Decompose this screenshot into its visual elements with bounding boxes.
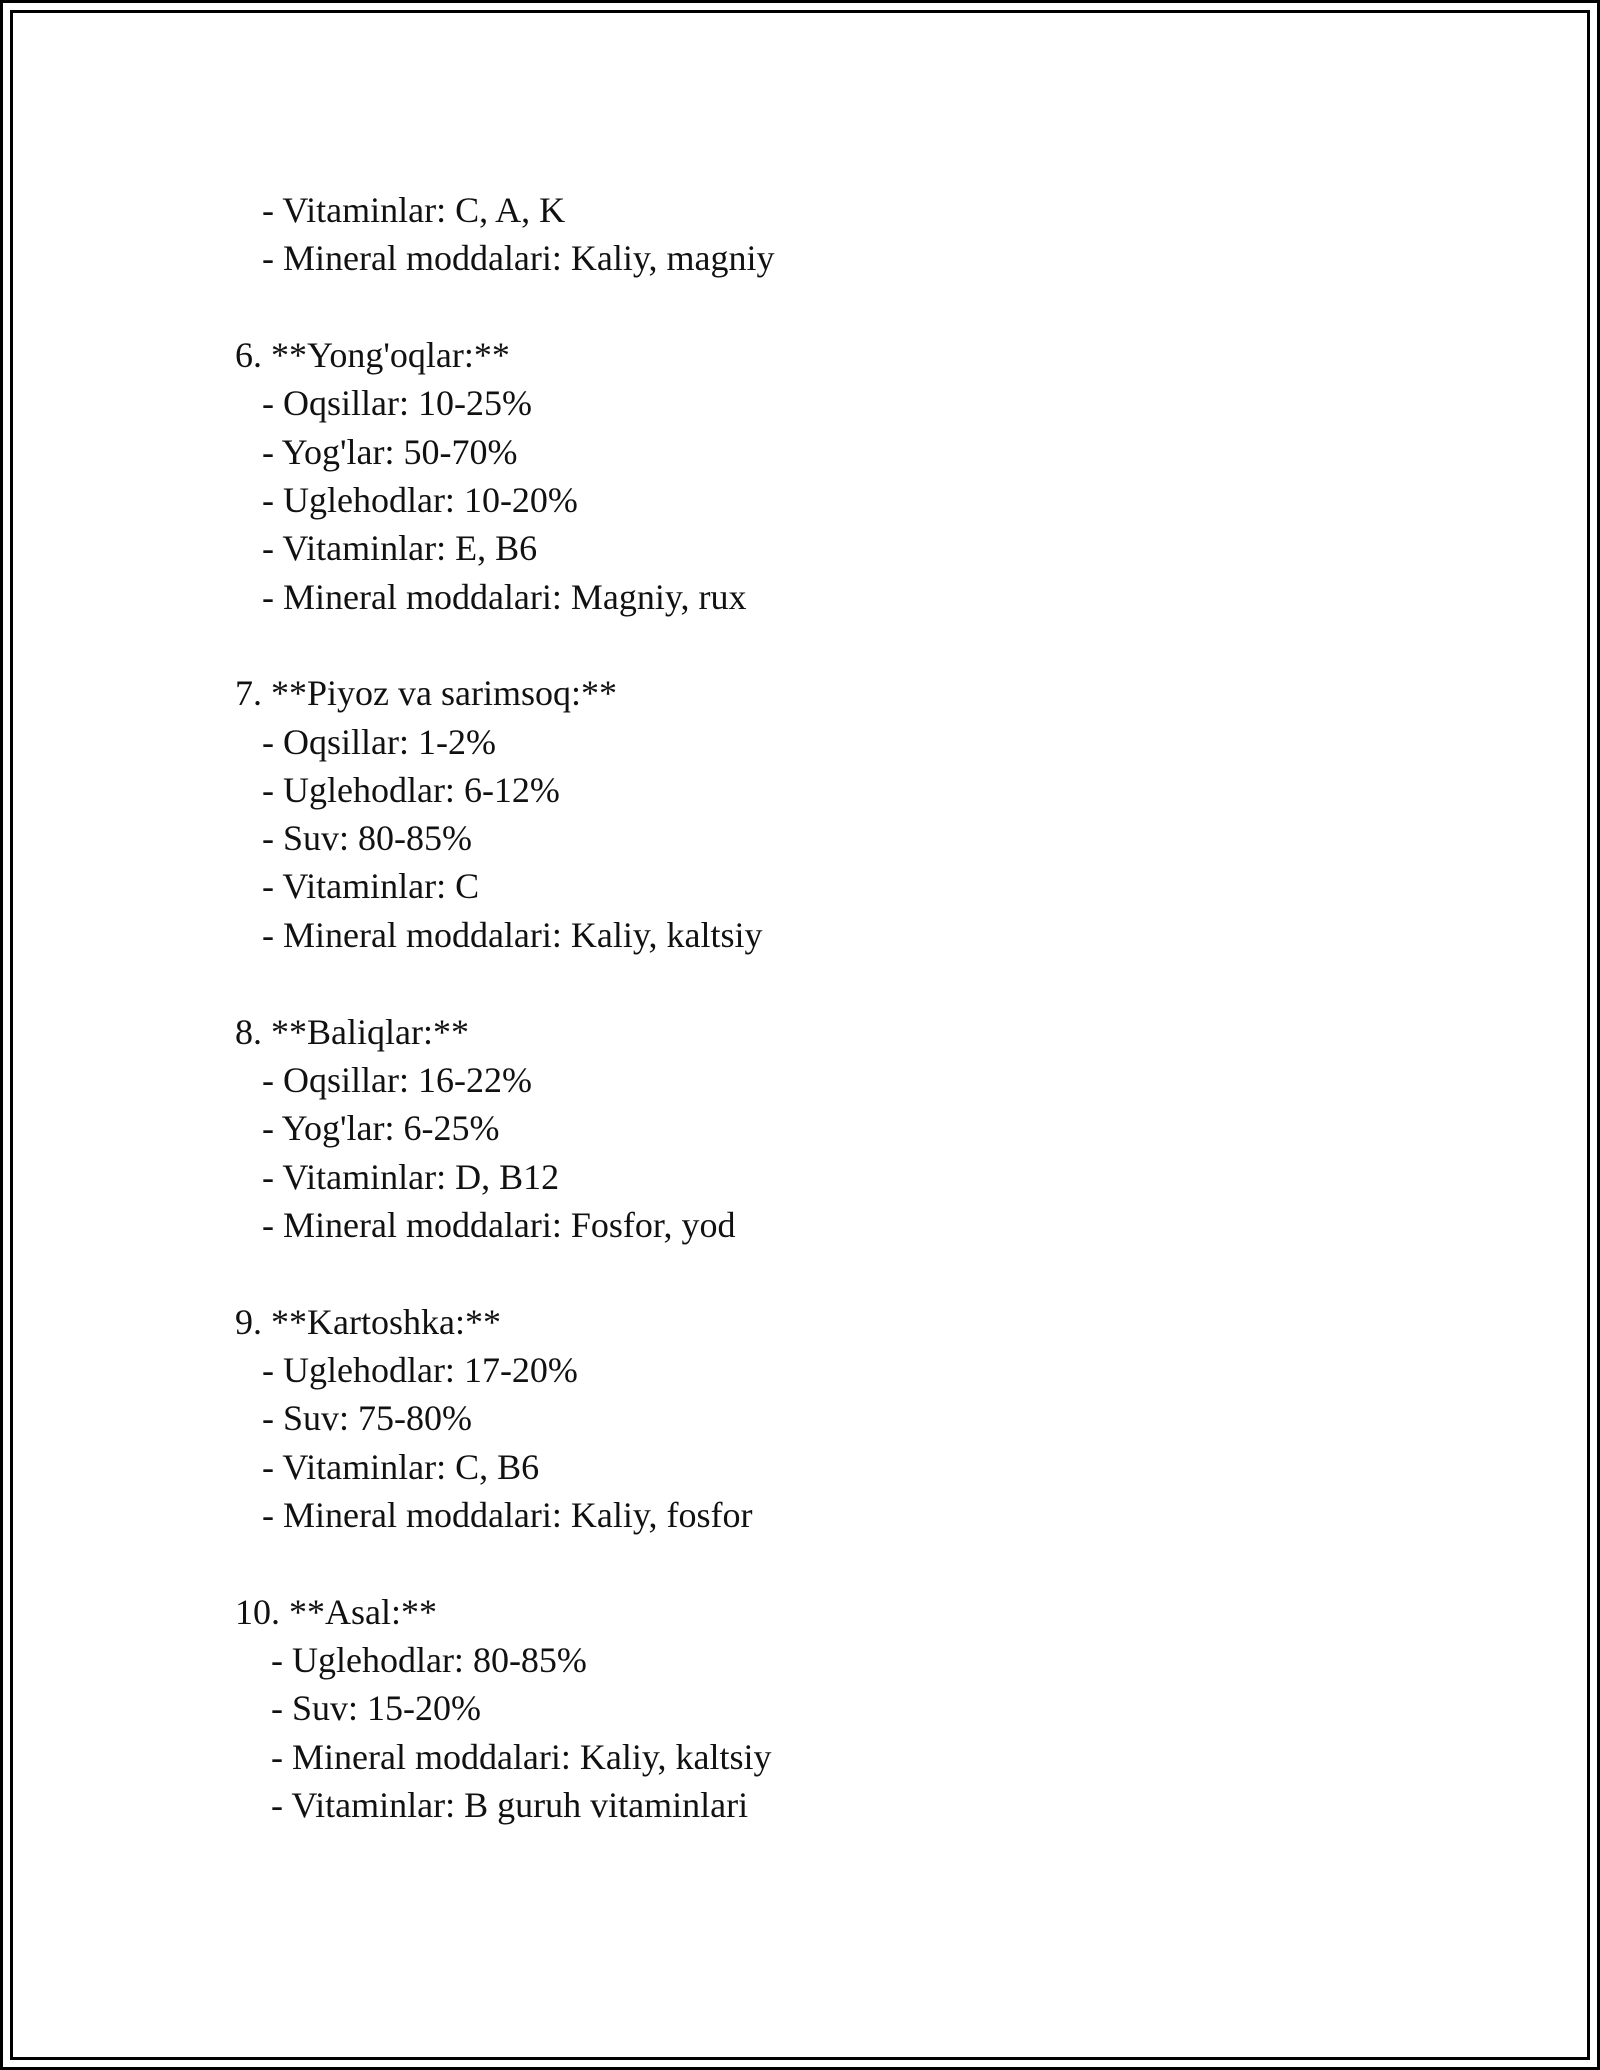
list-item: - Mineral moddalari: Kaliy, kaltsiy [271, 1737, 772, 1777]
list-item: - Vitaminlar: C [262, 866, 480, 906]
list-item: - Suv: 75-80% [262, 1398, 472, 1438]
list-item: - Mineral moddalari: Magniy, rux [262, 577, 747, 617]
list-item: - Uglehodlar: 17-20% [262, 1350, 578, 1390]
section-heading: 8. **Baliqlar:** [235, 1012, 469, 1052]
list-item: - Oqsillar: 10-25% [262, 383, 532, 423]
list-item: - Mineral moddalari: Fosfor, yod [262, 1205, 736, 1245]
list-item: - Uglehodlar: 6-12% [262, 770, 560, 810]
list-item: - Vitaminlar: C, A, K [262, 190, 566, 230]
list-item: - Yog'lar: 50-70% [262, 432, 518, 472]
list-item: - Uglehodlar: 10-20% [262, 480, 578, 520]
section-heading: 6. **Yong'oqlar:** [235, 335, 510, 375]
list-item: - Mineral moddalari: Kaliy, kaltsiy [262, 915, 763, 955]
list-item: - Suv: 15-20% [271, 1688, 481, 1728]
section-heading: 9. **Kartoshka:** [235, 1302, 501, 1342]
list-item: - Mineral moddalari: Kaliy, fosfor [262, 1495, 753, 1535]
list-item: - Vitaminlar: C, B6 [262, 1447, 540, 1487]
list-item: - Oqsillar: 16-22% [262, 1060, 532, 1100]
section-heading: 7. **Piyoz va sarimsoq:** [235, 673, 617, 713]
list-item: - Vitaminlar: E, B6 [262, 528, 538, 568]
list-item: - Suv: 80-85% [262, 818, 472, 858]
section-heading: 10. **Asal:** [235, 1592, 437, 1632]
list-item: - Vitaminlar: D, B12 [262, 1157, 560, 1197]
list-item: - Vitaminlar: B guruh vitaminlari [271, 1785, 749, 1825]
list-item: - Mineral moddalari: Kaliy, magniy [262, 238, 775, 278]
list-item: - Oqsillar: 1-2% [262, 722, 496, 762]
list-item: - Yog'lar: 6-25% [262, 1108, 500, 1148]
list-item: - Uglehodlar: 80-85% [271, 1640, 587, 1680]
